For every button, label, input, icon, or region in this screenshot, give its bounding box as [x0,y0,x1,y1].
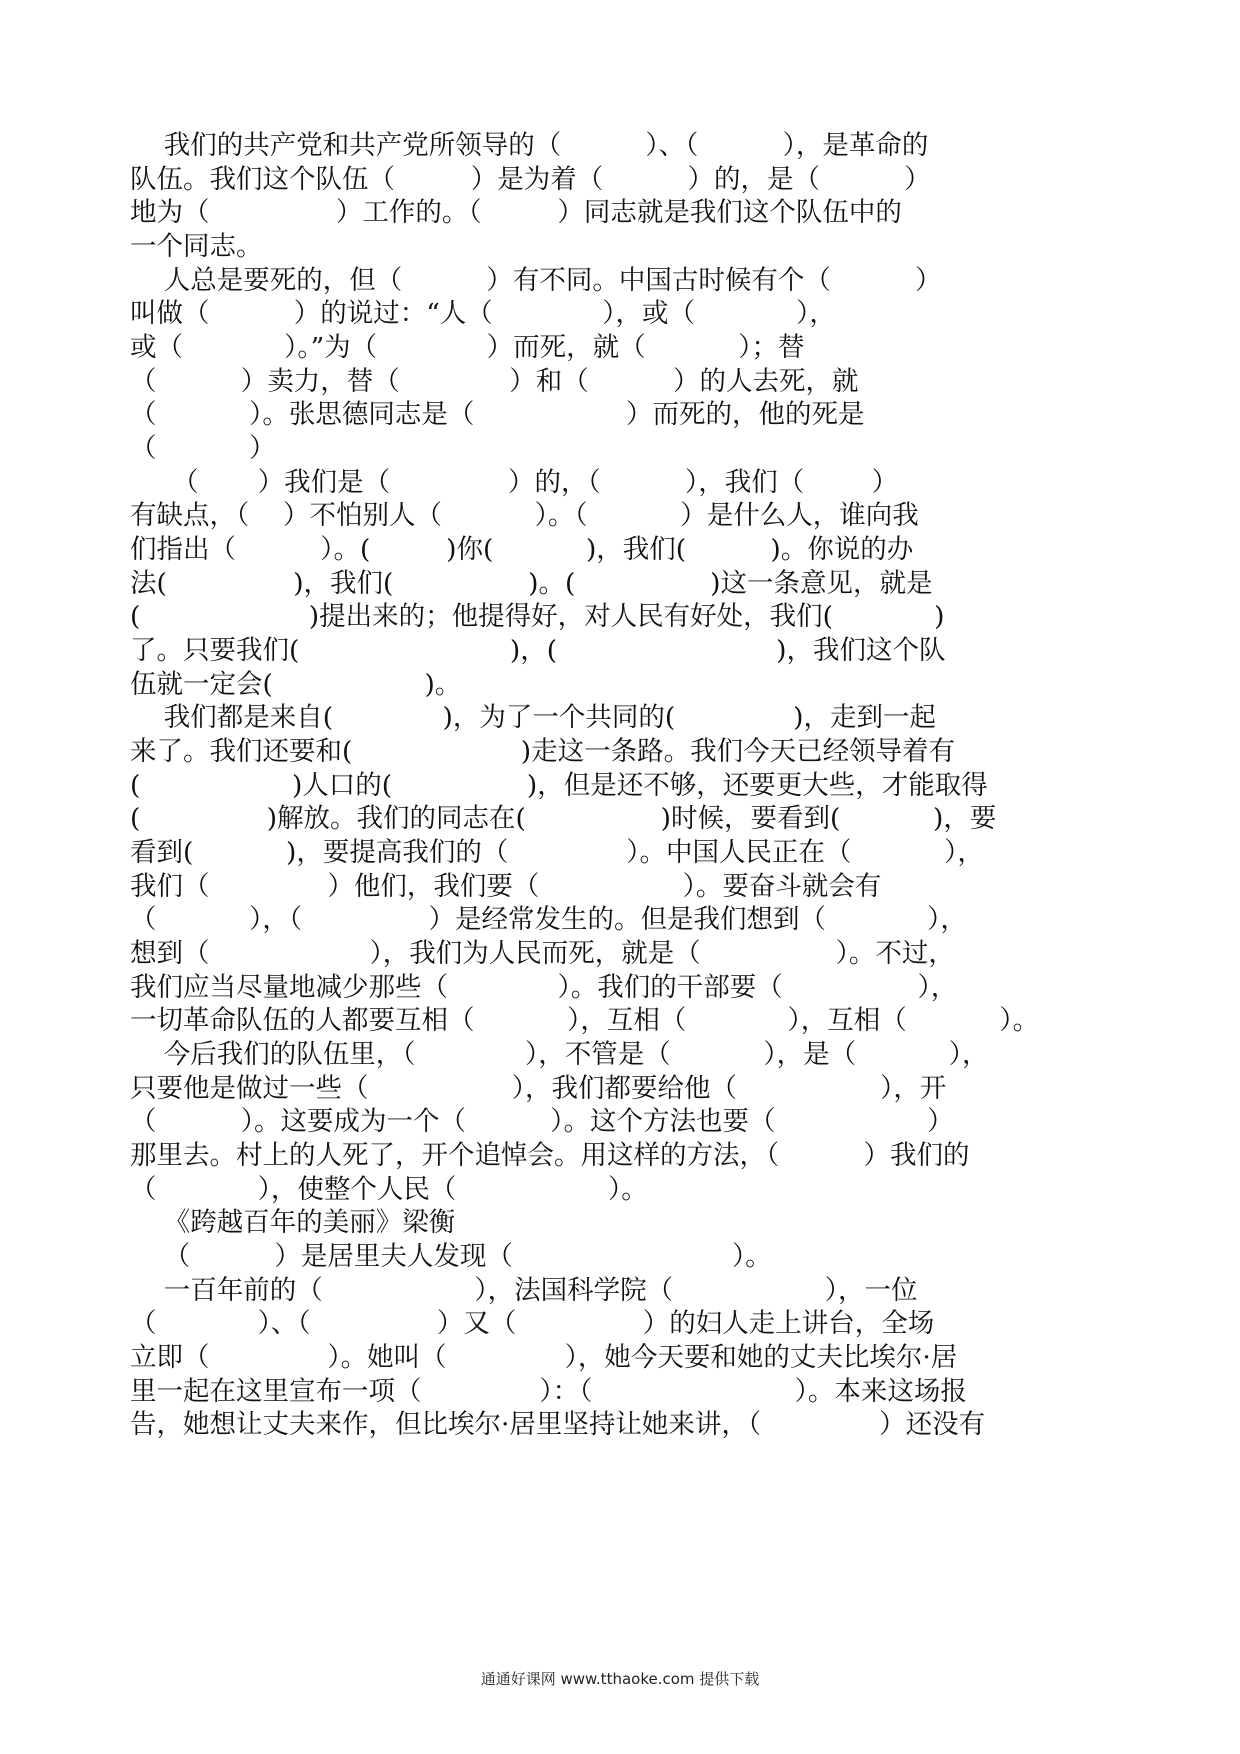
text-line-38: 里一起在这里宣布一项（ ）：（ ）。本来这场报 [130,1376,967,1407]
text-line-29: 只要他是做过一些（ ），我们都要给他（ ），开 [130,1073,947,1104]
text-line-34: （ ）是居里夫人发现（ ）。 [130,1241,772,1272]
text-line-14: 法( )，我们( )。( )这一条意见，就是 [130,568,933,599]
text-line-9: （ ）。张思德同志是（ ）而死的，他的死是 [130,399,865,430]
text-line-17: 伍就一定会( )。 [130,669,462,700]
text-line-7: 或（ ）。”为（ ）而死，就（ ）；替 [130,332,805,363]
text-line-4: 一个同志。 [130,231,263,262]
text-line-39: 告，她想让丈夫来作，但比埃尔·居里坚持让她来讲，（ ）还没有 [130,1409,986,1440]
text-line-21: ( )解放。我们的同志在( )时候，要看到( )，要 [130,803,997,834]
text-line-36: （ ）、（ ）又（ ）的妇人走上讲台，全场 [130,1308,935,1339]
text-line-24: （ ），（ ）是经常发生的。但是我们想到（ ）， [130,904,967,935]
text-line-26: 我们应当尽量地减少那些（ ）。我们的干部要（ ）， [130,972,958,1003]
section-title: 《跨越百年的美丽》梁衡 [130,1207,456,1238]
text-line-1: 我们的共产党和共产党所领导的（ ）、（ ），是革命的 [130,130,929,161]
text-line-15: ( )提出来的；他提得好，对人民有好处，我们( ) [130,601,945,632]
text-line-5: 人总是要死的，但（ ）有不同。中国古时候有个（ ） [130,265,942,296]
text-line-31: 那里去。村上的人死了，开个追悼会。用这样的方法，（ ）我们的 [130,1140,970,1171]
text-line-28: 今后我们的队伍里，（ ），不管是（ ），是（ ）， [130,1039,989,1070]
text-line-32: （ ），使整个人民（ ）。 [130,1174,648,1205]
text-line-22: 看到( )，要提高我们的（ ）。中国人民正在（ ）， [130,837,984,868]
text-line-8: （ ）卖力，替（ ）和（ ）的人去死，就 [130,366,859,397]
text-line-13: 们指出（ ）。( )你( )，我们( )。你说的办 [130,534,914,565]
text-line-20: ( )人口的( )，但是还不够，还要更大些，才能取得 [130,770,988,801]
text-line-18: 我们都是来自( )，为了一个共同的( )，走到一起 [130,702,936,733]
text-line-37: 立即（ ）。她叫（ ），她今天要和她的丈夫比埃尔·居 [130,1342,958,1373]
text-line-3: 地为（ ）工作的。（ ）同志就是我们这个队伍中的 [130,197,902,228]
text-line-10: （ ） [130,433,276,464]
text-line-23: 我们（ ）他们，我们要（ ）。要奋斗就会有 [130,871,882,902]
text-line-6: 叫做（ ）的说过：“人（ ），或（ ）， [130,298,836,329]
text-line-27: 一切革命队伍的人都要互相（ ），互相（ ），互相（ ）。 [130,1005,1040,1036]
text-line-35: 一百年前的（ ），法国科学院（ ），一位 [130,1275,918,1306]
text-line-11: （ ）我们是（ ）的，（ ），我们（ ） [130,467,899,498]
text-line-25: 想到（ ），我们为人民而死，就是（ ）。不过， [130,938,955,969]
text-line-16: 了。只要我们( )，( )，我们这个队 [130,635,946,666]
text-line-2: 队伍。我们这个队伍（ ）是为着（ ）的，是（ ） [130,164,931,195]
text-line-30: （ ）。这要成为一个（ ）。这个方法也要（ ） [130,1106,954,1137]
footer-source: 通通好课网 www.tthaoke.com 提供下载 [480,1670,760,1688]
text-line-12: 有缺点，（ ）不怕别人（ ）。（ ）是什么人，谁向我 [130,500,919,531]
text-line-19: 来了。我们还要和( )走这一条路。我们今天已经领导着有 [130,736,956,767]
